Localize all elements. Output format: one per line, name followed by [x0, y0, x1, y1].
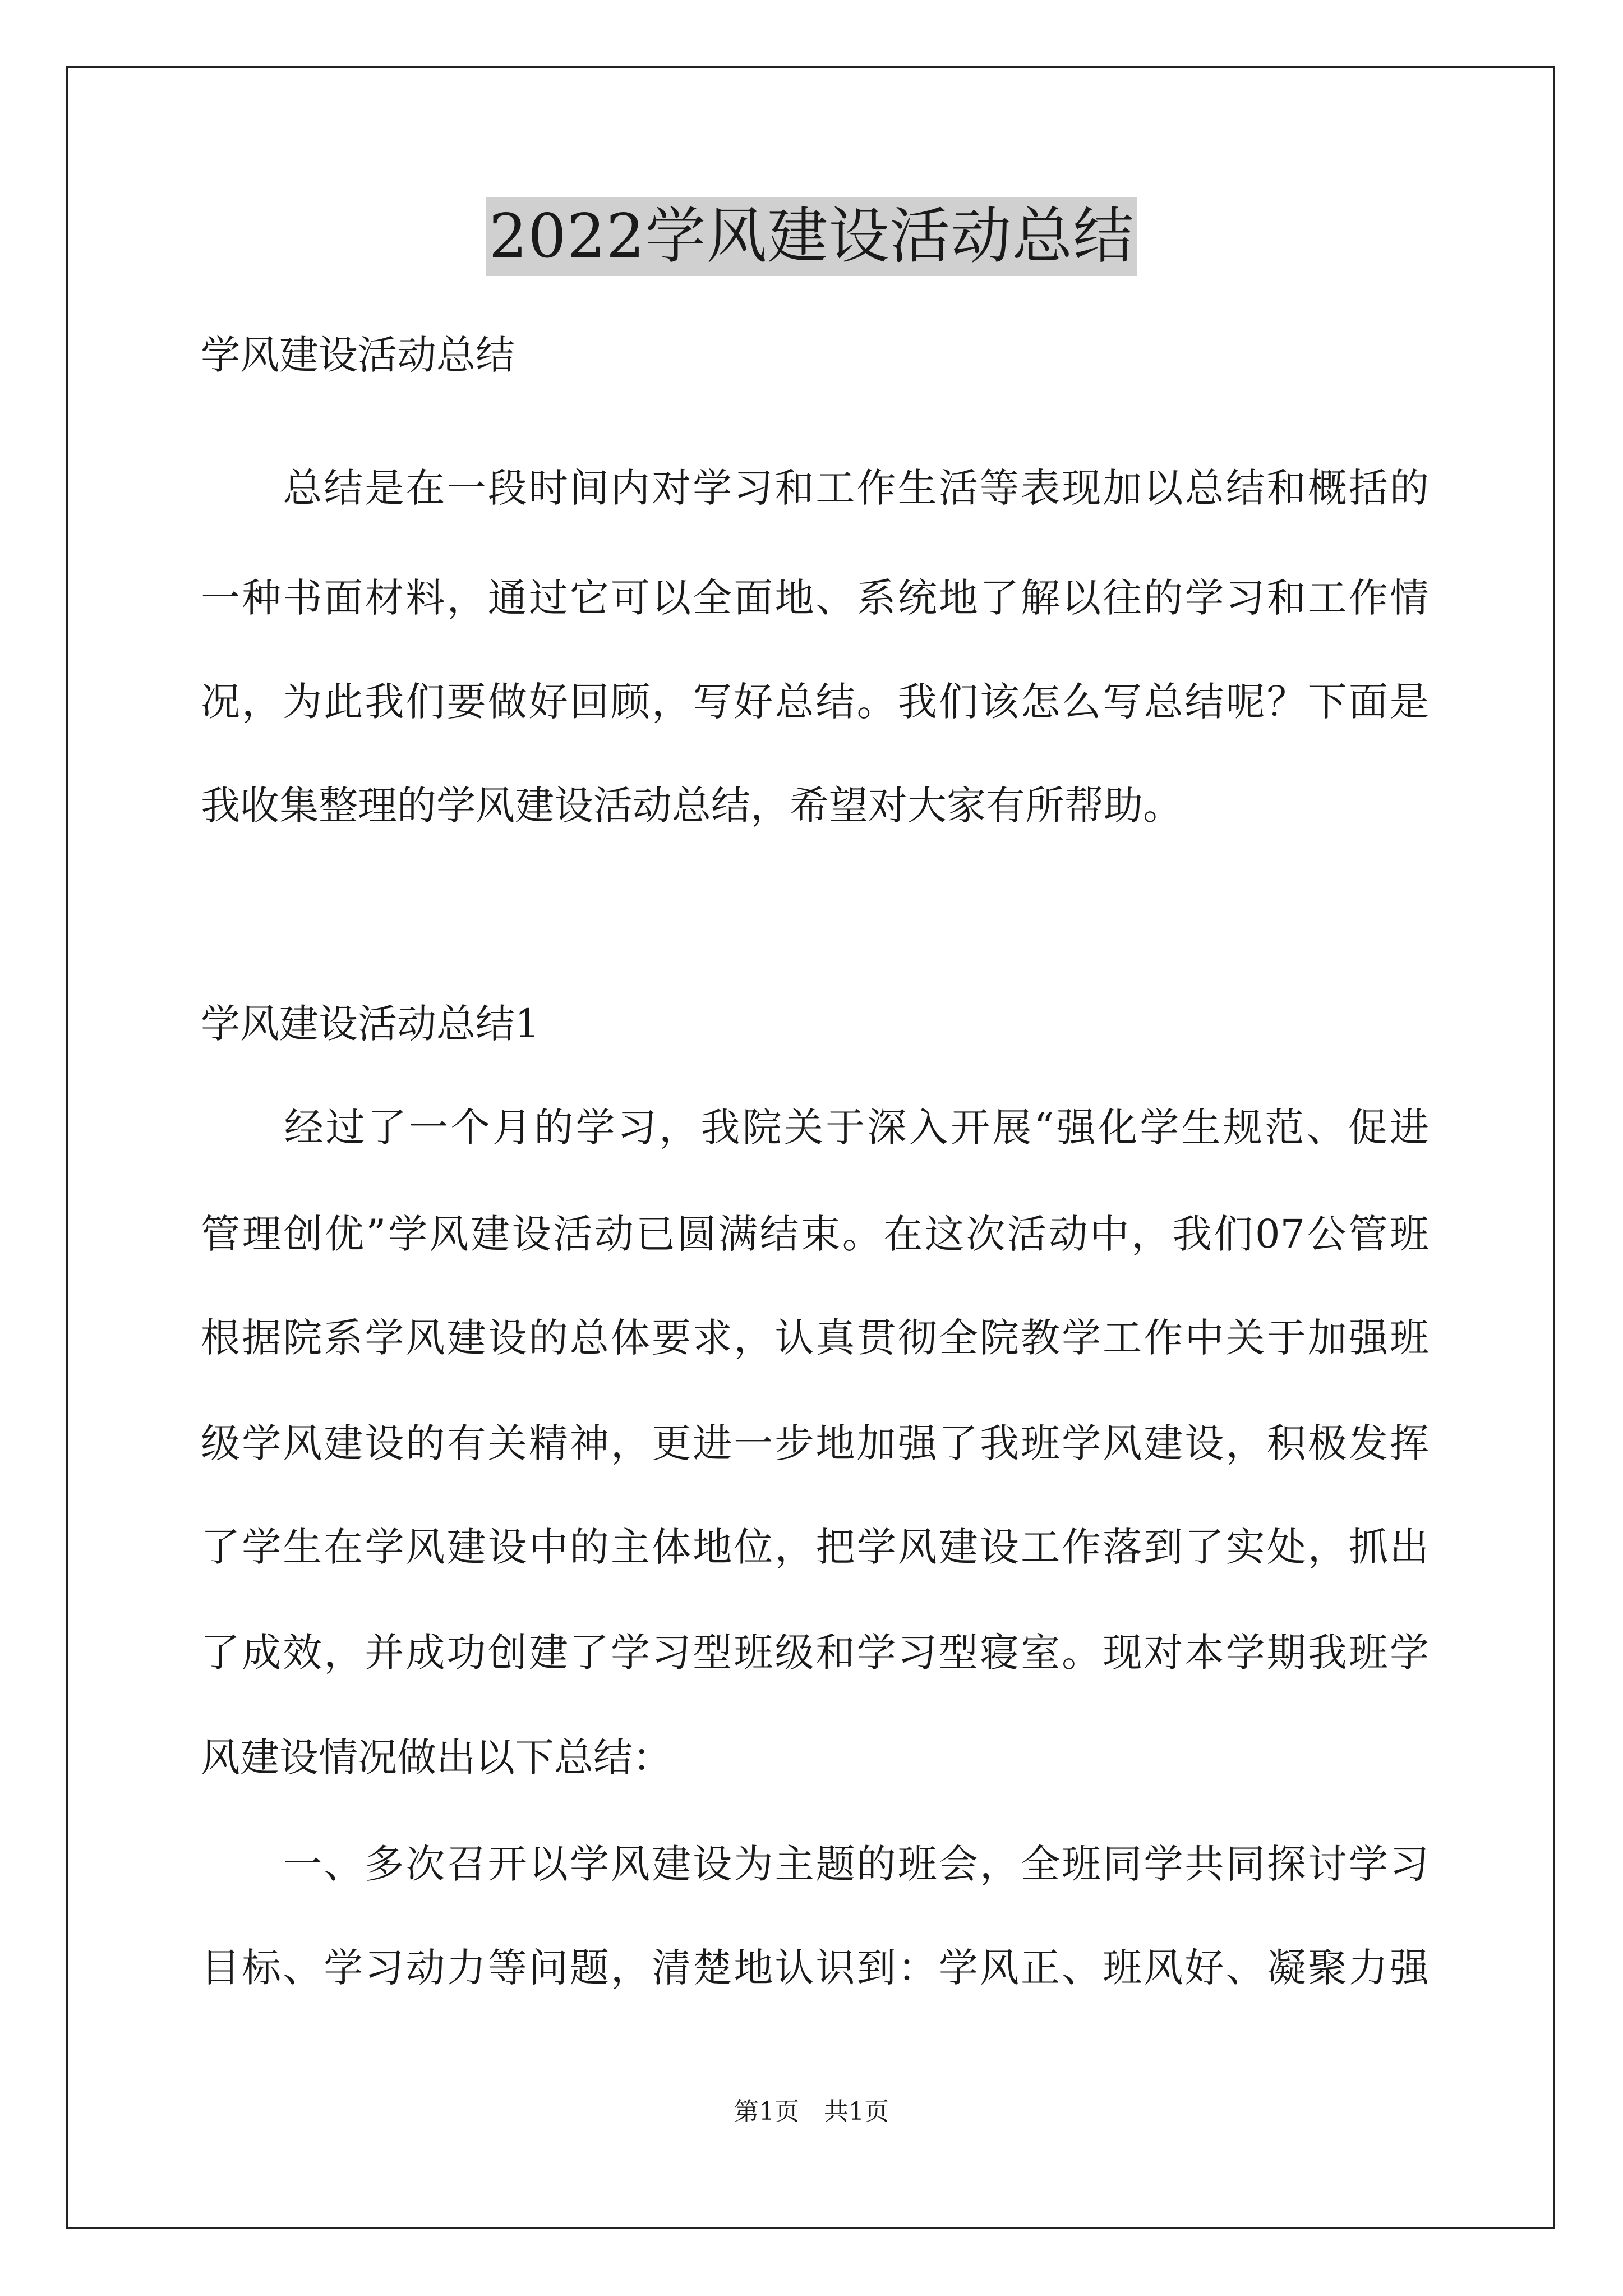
document-title: 2022学风建设活动总结 — [486, 197, 1138, 276]
intro-line: 一种书面材料，通过它可以全面地、系统地了解以往的学习和工作情 — [201, 575, 1429, 621]
body-line: 风建设情况做出以下总结： — [201, 1734, 672, 1780]
body-line: 了成效，并成功创建了学习型班级和学习型寝室。现对本学期我班学 — [201, 1630, 1429, 1676]
title-container — [0, 197, 1623, 276]
body-line: 经过了一个月的学习，我院关于深入开展“强化学生规范、促进 — [201, 1105, 1429, 1151]
intro-line: 总结是在一段时间内对学习和工作生活等表现加以总结和概括的 — [201, 465, 1429, 511]
body-line: 管理创优”学风建设活动已圆满结束。在这次活动中，我们07公管班 — [201, 1211, 1429, 1257]
intro-line: 况，为此我们要做好回顾，写好总结。我们该怎么写总结呢？下面是 — [201, 679, 1429, 725]
body-line: 一、多次召开以学风建设为主题的班会，全班同学共同探讨学习 — [201, 1841, 1429, 1887]
body-line: 目标、学习动力等问题，清楚地认识到：学风正、班风好、凝聚力强 — [201, 1945, 1429, 1991]
section-heading: 学风建设活动总结1 — [201, 1001, 540, 1047]
body-line: 了学生在学风建设中的主体地位，把学风建设工作落到了实处，抓出 — [201, 1524, 1429, 1570]
subtitle: 学风建设活动总结 — [201, 332, 515, 378]
body-line: 根据院系学风建设的总体要求，认真贯彻全院教学工作中关于加强班 — [201, 1315, 1429, 1361]
body-line: 级学风建设的有关精神，更进一步地加强了我班学风建设，积极发挥 — [201, 1420, 1429, 1466]
intro-line: 我收集整理的学风建设活动总结，希望对大家有所帮助。 — [201, 783, 1182, 829]
page-footer: 第1页 共1页 — [734, 2097, 889, 2126]
